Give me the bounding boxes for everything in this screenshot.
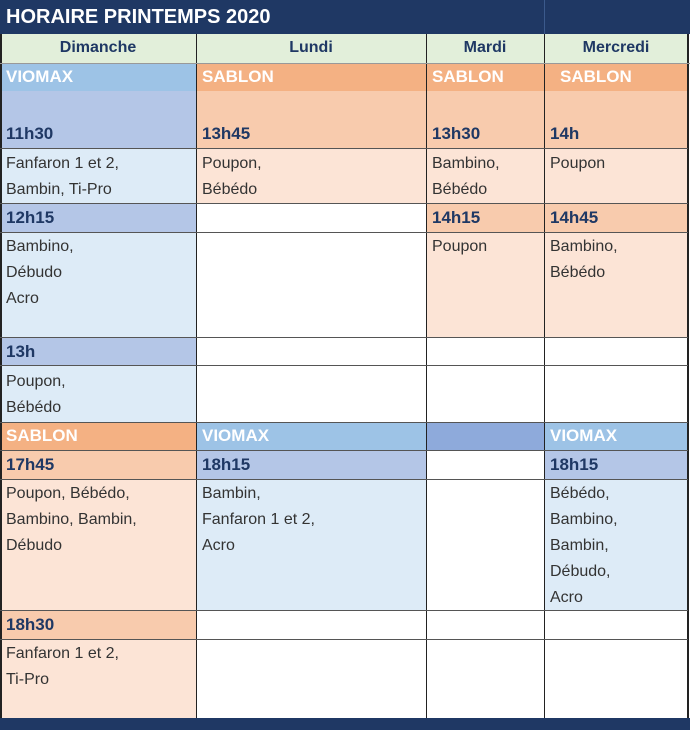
dimanche-groups-5 (0, 639, 196, 718)
dimanche-location-2 (0, 422, 196, 450)
mercredi-empty-1 (544, 337, 688, 422)
mardi-location-2-empty (426, 422, 544, 450)
lundi-location-2-text: VIOMAX (202, 426, 270, 445)
grid-line-vertical (0, 34, 2, 718)
dimanche-location-2-text: SABLON (6, 426, 78, 445)
page-title: HORAIRE PRINTEMPS 2020 (6, 6, 271, 28)
mardi-empty-2 (426, 450, 544, 718)
mercredi-groups-1 (544, 148, 688, 203)
mercredi-location-2-text: VIOMAX (550, 426, 618, 445)
grid-line-horizontal (544, 337, 688, 338)
grid-line-horizontal (426, 610, 544, 611)
grid-line-horizontal (0, 203, 196, 204)
grid-line-horizontal (196, 203, 426, 204)
grid-line-horizontal (426, 365, 544, 366)
day-header-3 (544, 34, 688, 63)
mardi-empty-1 (426, 337, 544, 422)
mardi-groups-2-text: Poupon (432, 238, 488, 255)
mercredi-time-2 (544, 203, 688, 232)
grid-line-horizontal (0, 232, 196, 233)
grid-line-horizontal (544, 479, 688, 480)
grid-line-horizontal (544, 610, 688, 611)
dimanche-groups-3-text: Poupon, Bébédo (6, 373, 66, 416)
grid-line-horizontal (196, 232, 426, 233)
grid-line-horizontal (0, 148, 196, 149)
dimanche-location-1-text: VIOMAX (6, 67, 74, 86)
dimanche-groups-1-text: Fanfaron 1 et 2, Bambin, Ti-Pro (6, 155, 119, 198)
grid-line-horizontal (544, 203, 688, 204)
mercredi-time-1 (544, 91, 688, 148)
lundi-location-2 (196, 422, 426, 450)
grid-line-horizontal (0, 337, 196, 338)
mardi-time-2 (426, 203, 544, 232)
grid-line-horizontal (544, 450, 688, 451)
mardi-location-1 (426, 63, 544, 91)
grid-line-vertical (544, 34, 545, 718)
grid-line-horizontal (544, 639, 688, 640)
grid-line-horizontal (196, 610, 426, 611)
mardi-location-1-text: SABLON (432, 67, 504, 86)
grid-line-horizontal (426, 479, 544, 480)
dimanche-groups-5-text: Fanfaron 1 et 2, Ti-Pro (6, 645, 119, 688)
grid-line-horizontal (0, 639, 196, 640)
lundi-time-2 (196, 450, 426, 479)
grid-line-horizontal (196, 479, 426, 480)
day-header-1-text: Lundi (289, 39, 333, 56)
dimanche-groups-2 (0, 232, 196, 337)
day-header-1 (196, 34, 426, 63)
dimanche-time-3-text: 13h (6, 342, 36, 361)
dimanche-groups-1 (0, 148, 196, 203)
mercredi-time-2-text: 14h45 (550, 208, 599, 227)
lundi-empty-2 (196, 610, 426, 718)
mardi-groups-1-text: Bambino, Bébédo (432, 155, 500, 198)
dimanche-time-1 (0, 91, 196, 148)
grid-line-horizontal (426, 232, 544, 233)
grid-line-horizontal (0, 450, 196, 451)
lundi-time-1 (196, 91, 426, 148)
grid-line-horizontal (544, 422, 688, 423)
grid-line-horizontal (196, 450, 426, 451)
dimanche-groups-2-text: Bambino, Débudo Acro (6, 238, 74, 307)
mercredi-groups-2 (544, 232, 688, 337)
grid-line-horizontal (426, 639, 544, 640)
lundi-groups-2 (196, 479, 426, 610)
lundi-location-1-text: SABLON (202, 67, 274, 86)
mardi-groups-1 (426, 148, 544, 203)
grid-line-horizontal (426, 422, 544, 423)
grid-line-vertical (196, 34, 197, 718)
grid-line-horizontal (196, 365, 426, 366)
grid-line-horizontal (426, 148, 544, 149)
grid-line-horizontal (196, 148, 426, 149)
grid-line-horizontal (0, 422, 196, 423)
dimanche-time-4 (0, 450, 196, 479)
mercredi-location-1-text: SABLON (560, 67, 632, 86)
mercredi-groups-2-text: Bambino, Bébédo (550, 238, 618, 281)
dimanche-time-5 (0, 610, 196, 639)
dimanche-groups-4-text: Poupon, Bébédo, Bambino, Bambin, Débudo (6, 485, 137, 554)
dimanche-time-4-text: 17h45 (6, 455, 55, 474)
grid-line-horizontal (0, 63, 690, 64)
bottom-bar (0, 718, 690, 730)
title-bar (0, 0, 690, 34)
lundi-location-1 (196, 63, 426, 91)
grid-line-horizontal (0, 365, 196, 366)
day-header-2-text: Mardi (463, 39, 507, 56)
grid-line-horizontal (196, 337, 426, 338)
grid-line-horizontal (544, 365, 688, 366)
dimanche-time-2 (0, 203, 196, 232)
title-divider (544, 0, 545, 34)
grid-line-horizontal (196, 422, 426, 423)
mercredi-location-1 (544, 63, 688, 91)
day-header-0-text: Dimanche (59, 39, 137, 56)
day-header-3-text: Mercredi (582, 39, 650, 56)
dimanche-time-3 (0, 337, 196, 365)
mardi-time-1-text: 13h30 (432, 124, 481, 143)
dimanche-time-1-text: 11h30 (6, 124, 54, 143)
mardi-groups-2 (426, 232, 544, 337)
mercredi-groups-3-text: Bébédo, Bambino, Bambin, Débudo, Acro (550, 485, 618, 606)
lundi-groups-1 (196, 148, 426, 203)
lundi-empty-1 (196, 203, 426, 422)
lundi-groups-1-text: Poupon, Bébédo (202, 155, 262, 198)
mercredi-empty-2 (544, 610, 688, 718)
grid-line-vertical (687, 34, 689, 718)
mercredi-groups-3 (544, 479, 688, 610)
mardi-time-1 (426, 91, 544, 148)
dimanche-groups-3 (0, 365, 196, 422)
grid-line-horizontal (426, 450, 544, 451)
grid-line-horizontal (426, 203, 544, 204)
dimanche-time-5-text: 18h30 (6, 615, 55, 634)
grid-line-vertical (426, 34, 427, 718)
grid-line-horizontal (0, 479, 196, 480)
mardi-time-2-text: 14h15 (432, 208, 481, 227)
grid-line-horizontal (196, 639, 426, 640)
lundi-time-1-text: 13h45 (202, 124, 251, 143)
dimanche-time-2-text: 12h15 (6, 208, 55, 227)
day-header-0 (0, 34, 196, 63)
mercredi-time-3-text: 18h15 (550, 455, 599, 474)
mercredi-groups-1-text: Poupon (550, 155, 606, 172)
grid-line-horizontal (0, 610, 196, 611)
grid-line-horizontal (544, 232, 688, 233)
mercredi-time-1-text: 14h (550, 124, 580, 143)
mercredi-location-2 (544, 422, 688, 450)
dimanche-location-1 (0, 63, 196, 91)
day-header-2 (426, 34, 544, 63)
grid-line-horizontal (426, 337, 544, 338)
lundi-time-2-text: 18h15 (202, 455, 251, 474)
lundi-groups-2-text: Bambin, Fanfaron 1 et 2, Acro (202, 485, 315, 554)
grid-line-horizontal (544, 148, 688, 149)
mercredi-time-3 (544, 450, 688, 479)
dimanche-groups-4 (0, 479, 196, 610)
